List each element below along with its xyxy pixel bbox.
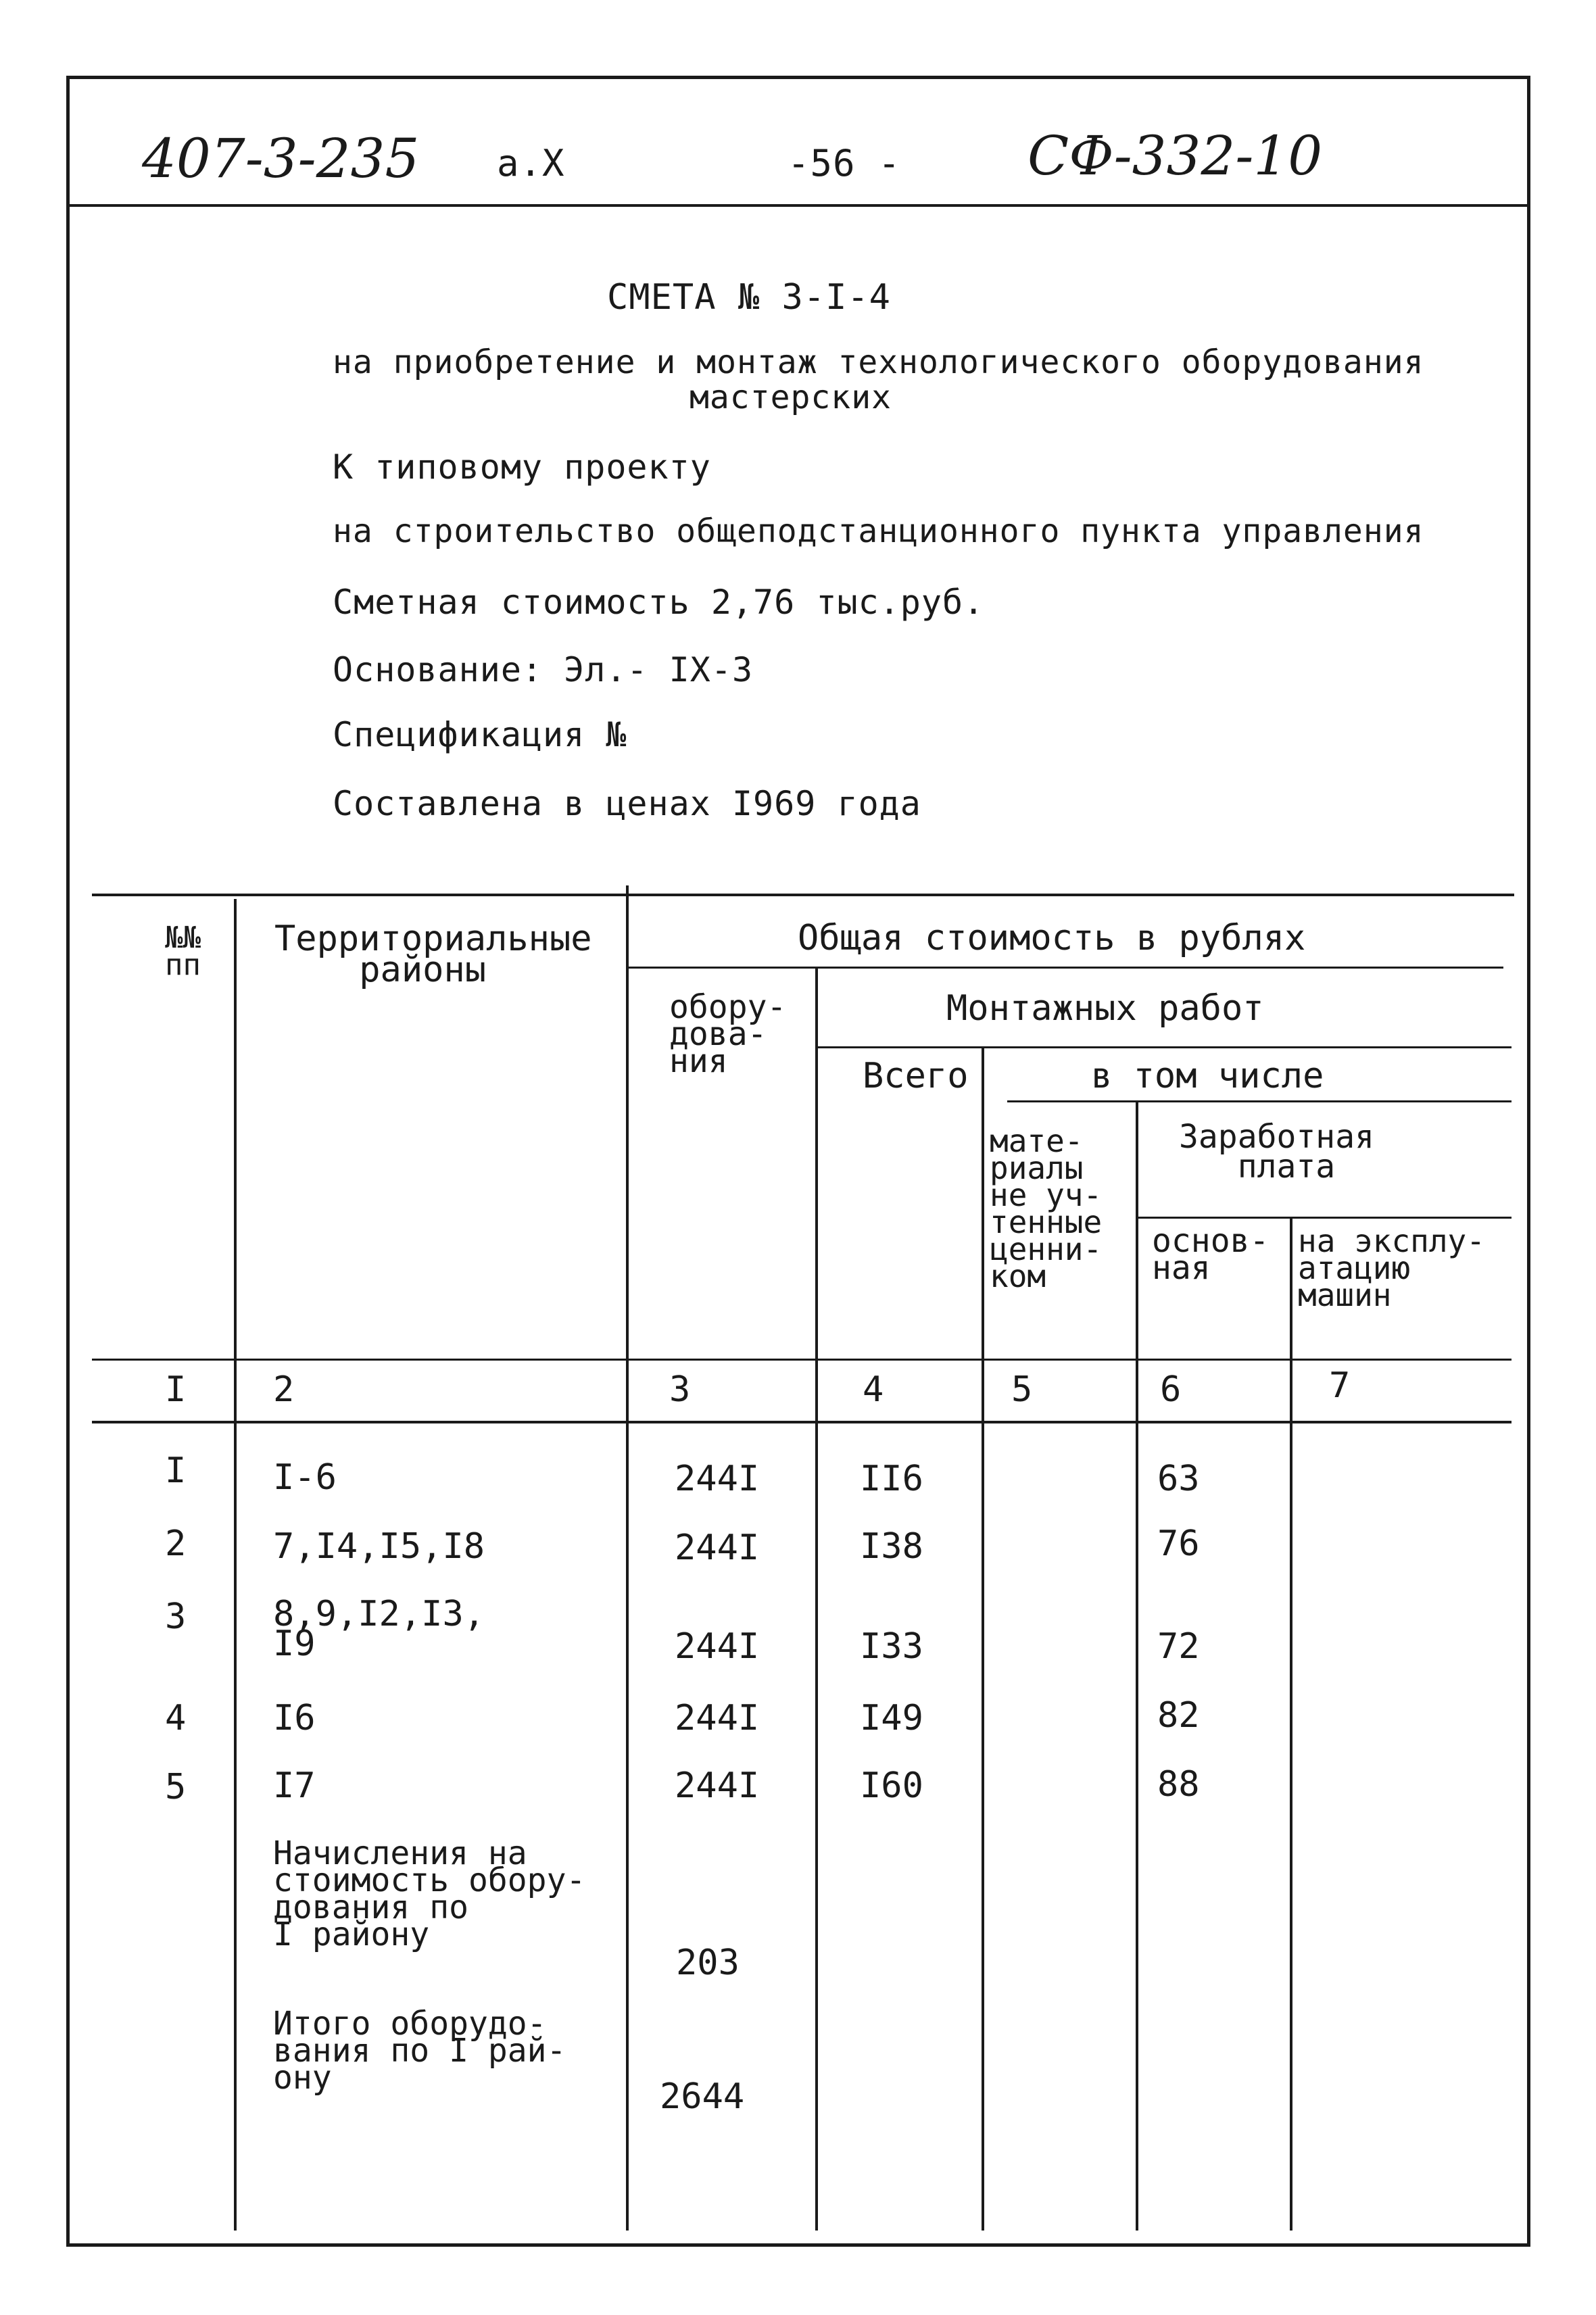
row-region: I-6 [273, 1457, 337, 1498]
header-divider [66, 204, 1530, 207]
row-basic-wage: 76 [1157, 1524, 1200, 1564]
header-equipment: обору- дова- ния [669, 988, 787, 1080]
table-top-rule [92, 894, 1514, 896]
col-divider-2 [626, 885, 629, 2231]
construction-object: на строительство общеподстанционного пункта управления [333, 512, 1424, 550]
row-region: 8,9,I2,I3, I9 [273, 1594, 485, 1664]
sheet-code: СФ-332-10 [1027, 124, 1323, 187]
row-installation-total: I33 [860, 1626, 923, 1667]
estimate-purpose-line2: мастерских [690, 379, 892, 416]
row-installation-total: I49 [860, 1698, 923, 1738]
project-code: 407-3-235 [142, 127, 420, 190]
header-regions: Территориальные районы [274, 919, 592, 990]
row-equipment: 244I [675, 1528, 760, 1568]
row-basic-wage: 82 [1157, 1695, 1200, 1736]
subtotal-value: 2644 [660, 2076, 745, 2117]
specification: Спецификация № [333, 715, 627, 754]
header-installation: Монтажных работ [946, 988, 1264, 1029]
estimate-title: СМЕТА № 3-I-4 [607, 277, 891, 318]
col-divider-3 [815, 968, 818, 2231]
header-wages: Заработная плата [1179, 1118, 1374, 1186]
header-all: Всего [863, 1056, 969, 1096]
accrual-value: 203 [676, 1943, 740, 1983]
rule-below-column-numbers [92, 1421, 1512, 1423]
rule-above-column-numbers [92, 1359, 1512, 1361]
row-basic-wage: 72 [1157, 1626, 1200, 1667]
column-number: 5 [1011, 1369, 1033, 1410]
row-installation-total: II6 [860, 1459, 923, 1499]
rule-under-wages [1137, 1217, 1512, 1219]
row-number: 2 [165, 1524, 187, 1564]
header-total-cost: Общая стоимость в рублях [798, 918, 1306, 958]
rule-under-installation [815, 1046, 1512, 1048]
column-number: 2 [273, 1369, 295, 1410]
row-basic-wage: 63 [1157, 1459, 1200, 1499]
column-number: 7 [1329, 1365, 1351, 1406]
row-basic-wage: 88 [1157, 1764, 1200, 1805]
row-number: I [165, 1451, 187, 1491]
col-divider-5 [1136, 1102, 1138, 2231]
row-number: 5 [165, 1767, 187, 1807]
row-region: 7,I4,I5,I8 [273, 1526, 485, 1567]
project-reference: К типовому проекту [333, 447, 711, 487]
rule-under-including [1007, 1100, 1512, 1102]
column-number: 6 [1160, 1369, 1182, 1410]
row-equipment: 244I [675, 1459, 760, 1499]
column-number: I [165, 1369, 187, 1410]
row-equipment: 244I [675, 1765, 760, 1806]
row-installation-total: I60 [860, 1765, 923, 1806]
column-number: 4 [863, 1369, 884, 1410]
row-equipment: 244I [675, 1698, 760, 1738]
price-basis: Составлена в ценах I969 года [333, 784, 921, 823]
row-installation-total: I38 [860, 1526, 923, 1567]
col-divider-1 [234, 899, 237, 2231]
row-equipment: 244I [675, 1626, 760, 1667]
row-region: I7 [273, 1765, 316, 1806]
header-basic: основ- ная [1152, 1222, 1269, 1287]
header-materials: мате- риалы не уч- тенные ценни- ком [990, 1123, 1103, 1294]
rule-under-total-cost [627, 967, 1503, 969]
row-region: I6 [273, 1698, 316, 1738]
row-number: 3 [165, 1597, 187, 1637]
header-including: в том числе [1091, 1056, 1324, 1096]
header-machines: на эксплу- атацию машин [1298, 1223, 1485, 1313]
column-number: 3 [669, 1369, 691, 1410]
header-row-number: №№ пп [165, 921, 201, 982]
row-number: 4 [165, 1698, 187, 1738]
album-label: а.Х [497, 142, 565, 185]
estimated-cost: Сметная стоимость 2,76 тыс.руб. [333, 583, 985, 622]
col-divider-6 [1290, 1218, 1292, 2231]
subtotal-label: Итого оборудо- вания по I рай- ону [273, 2005, 566, 2097]
basis: Основание: Эл.- IХ-3 [333, 650, 754, 689]
estimate-purpose-line1: на приобретение и монтаж технологического оборудования [333, 343, 1424, 381]
accrual-label: Начисления на стоимость обору- дования по I району [273, 1834, 586, 1953]
page-number: -56 - [788, 142, 901, 185]
col-divider-4 [982, 1048, 984, 2231]
